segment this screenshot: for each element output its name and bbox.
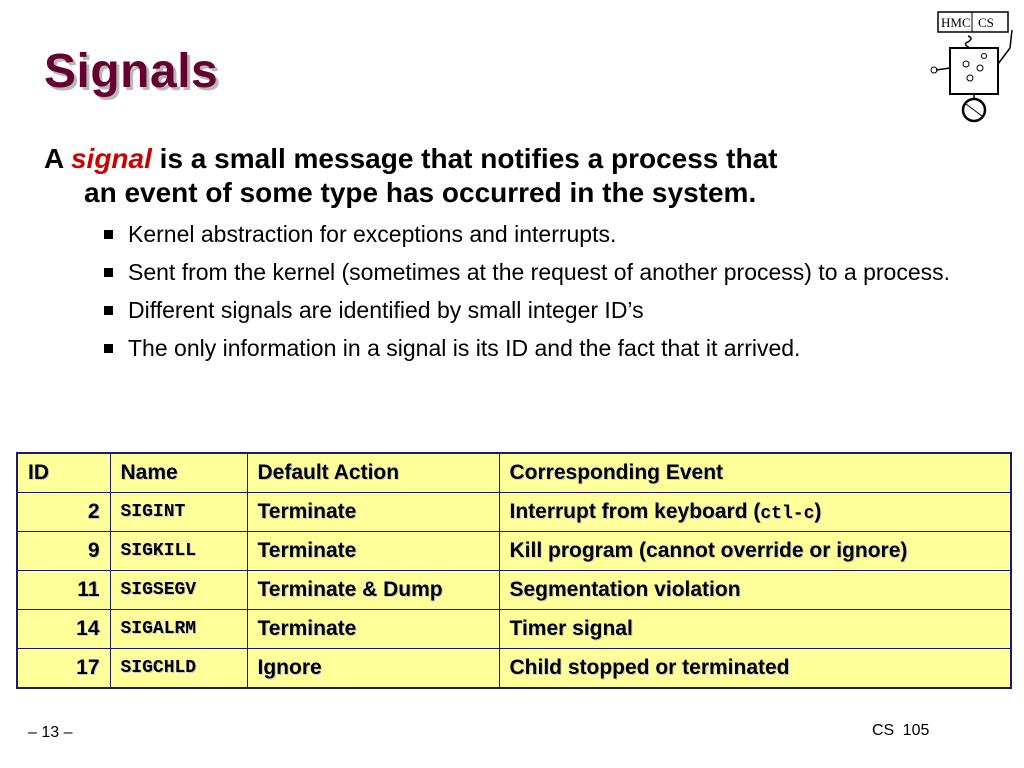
header-corresponding-event: Corresponding Event [499,453,1011,493]
slide-title: Signals [44,45,219,98]
signal-name: SIGALRM [110,610,247,649]
signal-event: Kill program (cannot override or ignore) [499,532,1011,571]
signal-event-text: Interrupt from keyboard ( [509,500,761,523]
signal-action: Terminate [247,532,499,571]
table-header-row [17,453,1011,493]
bullet-text: Sent from the kernel (sometimes at the request of another process) to a process. [128,259,951,285]
intro-signal-term: signal [70,143,152,174]
signal-event-code: ctl-c [760,504,815,524]
signal-name: SIGCHLD [110,649,247,689]
signal-id: 17 [17,649,110,689]
table-row [17,610,1011,649]
table-row [17,571,1011,610]
bullet-text: Different signals are identified by small integer ID’s [128,297,644,323]
signal-name: SIGKILL [110,532,247,571]
signal-event: Segmentation violation [499,571,1011,610]
square-bullet-icon [104,230,113,239]
signal-action: Terminate & Dump [247,571,499,610]
bullet-list [104,220,984,372]
signals-table [16,452,1012,689]
bullet-item [104,334,984,363]
bullet-item [104,296,984,325]
header-id: ID [17,453,110,493]
header-name: Name [110,453,247,493]
signal-name: SIGSEGV [110,571,247,610]
signal-action: Terminate [247,493,499,532]
intro-prefix: A [44,143,71,174]
signal-event: Timer signal [499,610,1011,649]
hmc-cs-logo [926,8,1020,126]
bullet-text: The only information in a signal is its ID and the fact that it arrived. [128,335,801,361]
bullet-item [104,220,984,249]
intro-rest: is a small message that notifies a process that [151,143,778,174]
table-row [17,532,1011,571]
intro-continuation: an event of some type has occurred in the system. [84,177,757,208]
signal-name: SIGINT [110,493,247,532]
svg-text:CS: CS [978,15,994,30]
signal-id: 11 [17,571,110,610]
signal-definition [44,142,984,210]
svg-text:HMC: HMC [941,15,971,30]
signal-action: Terminate [247,610,499,649]
square-bullet-icon [104,344,113,353]
square-bullet-icon [104,306,113,315]
table-row [17,493,1011,532]
page-number: – 13 – [28,724,73,741]
bullet-item [104,258,984,287]
signal-event-suffix: ) [814,500,822,523]
table-row [17,649,1011,689]
course-label: CS 105 [872,722,930,739]
bullet-text: Kernel abstraction for exceptions and interrupts. [128,221,617,247]
signal-event [499,493,1011,532]
signal-id: 2 [17,493,110,532]
signal-id: 14 [17,610,110,649]
signal-id: 9 [17,532,110,571]
header-default-action: Default Action [247,453,499,493]
signal-action: Ignore [247,649,499,689]
square-bullet-icon [104,268,113,277]
signal-event: Child stopped or terminated [499,649,1011,689]
